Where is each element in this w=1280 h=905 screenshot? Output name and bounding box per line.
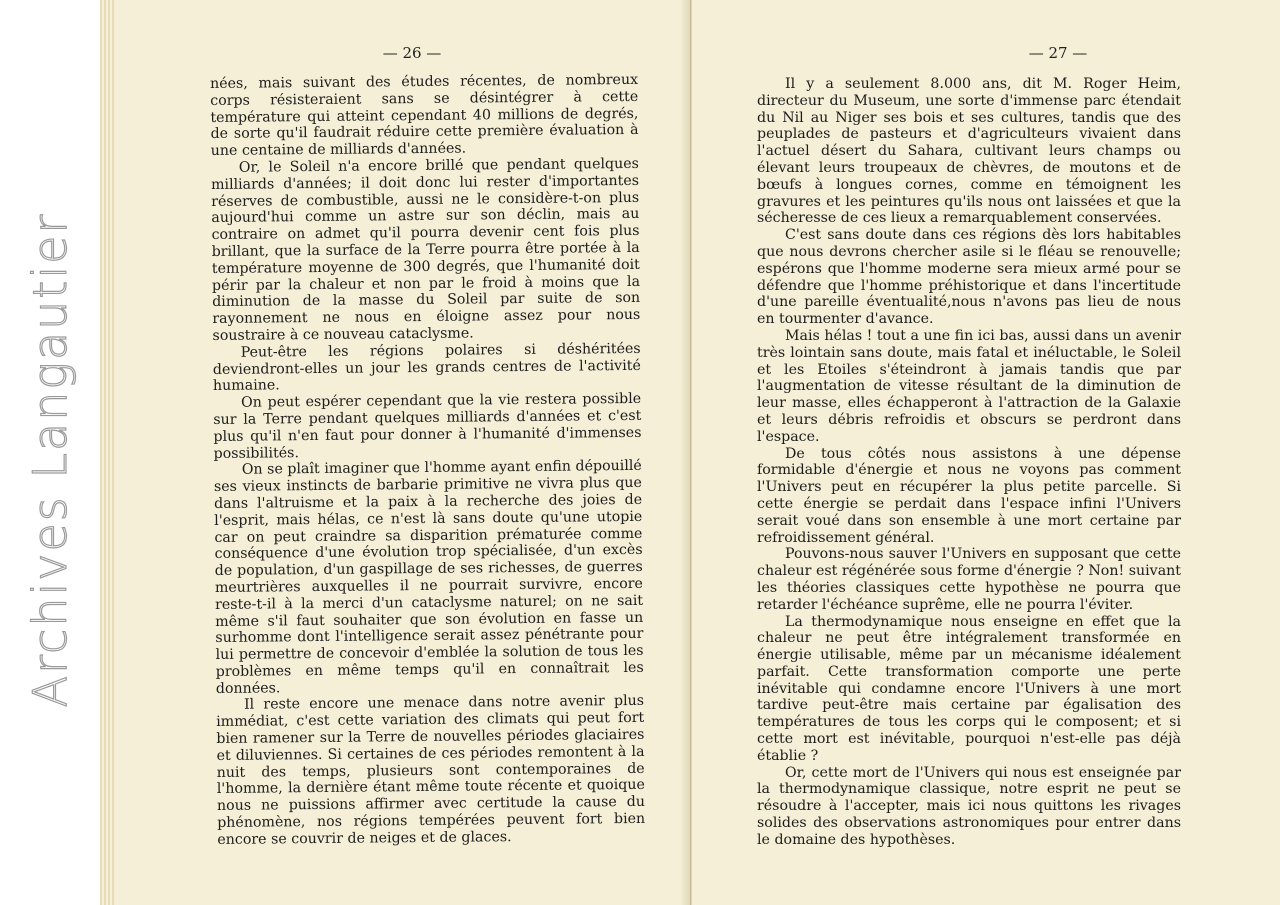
left-page-text: [210, 72, 645, 849]
paragraph: Il reste encore une menace dans notre avenir plus immédiat, c'est cette variation des climats qui peut fort bien ramener sur la Terre de nouvelles périodes glaciaires et diluviennes. Si certaines de ces périodes remontent à la nuit des temps, plusieurs sont contemporaines de l'homme, la dernière étant même toute récente et quoique nous ne puissions affirmer avec certitude la cause du phénomène, nos régions tempérées peuvent fort bien encore se couvrir de neiges et de glaces.: [216, 693, 646, 848]
right-page: [692, 0, 1280, 905]
paragraph: Mais hélas ! tout a une fin ici bas, aussi dans un avenir très lointain sans doute, mais fatal et inéluctable, le Soleil et les Etoiles s'éteindront à jamais tandis que par l'augmentation de vitesse résultant de la diminution de leur masse, elles échapperont à l'attraction de la Galaxie et leurs débris refroidis et obscurs se perdront dans l'espace.: [757, 327, 1181, 445]
paragraph: La thermodynamique nous enseigne en effet que la chaleur ne peut être intégralement transformée en énergie utilisable, même par un mécanisme idéalement parfait. Cette transformation comporte une perte inévitable qui condamne encore l'Univers à une mort tardive peut-être mais certaine par égalisation des températures de tous les corps qui le composent; et si cette mort est inévitable, pourquoi n'est-elle pas déjà établie ?: [757, 613, 1181, 764]
paragraph: Or, cette mort de l'Univers qui nous est enseignée par la thermodynamique classique, notre esprit ne peut se résoudre à l'accepter, mais ici nous quittons les rivages solides des observations astronomiques pour entrer dans le domaine des hypothèses.: [757, 764, 1181, 848]
book-spread: [100, 0, 1280, 905]
paragraph: Peut-être les régions polaires si déshéritées deviendront-elles un jour les grands centres de l'activité humaine.: [212, 340, 641, 395]
right-page-text: [757, 76, 1181, 849]
left-page-number: — 26 —: [382, 44, 442, 62]
paragraph: Pouvons-nous sauver l'Univers en supposant que cette chaleur est régénérée sous forme d'énergie ? Non! suivant les théories classiques cette hypothèse ne pourra que retarder l'échéance suprême, elle ne pourra l'éviter.: [757, 546, 1181, 613]
paragraph: C'est sans doute dans ces régions dès lors habitables que nous devrons chercher asile si le fléau se renouvelle; espérons que l'homme moderne sera mieux armé pour se défendre que l'homme préhistorique et dans l'incertitude d'une pareille éventualité,nous n'avons pas lieu de nous en tourmenter d'avance.: [757, 227, 1181, 328]
paragraph: nées, mais suivant des études récentes, de nombreux corps résisteraient sans se désintégrer à cette température qui atteint cependant 40 millions de degrés, de sorte qu'il faudrait réduire cette première évaluation à une centaine de milliards d'années.: [210, 71, 639, 160]
paragraph: De tous côtés nous assistons à une dépense formidable d'énergie et nous ne voyons pas comment l'Univers peut en récupérer la plus petite parcelle. Si cette énergie se perdait dans l'espace infini l'Univers serait voué dans son ensemble à une mort certaine par refroidissement général.: [757, 445, 1181, 546]
paragraph: On se plaît imaginer que l'homme ayant enfin dépouillé ses vieux instincts de barbarie primitive ne vivra plus que dans l'altruisme et la paix à la recherche des joies de l'esprit, mais hélas, ce n'est là sans doute qu'une utopie car on peut craindre sa disparition prématurée comme conséquence d'une évolution trop spécialisée, d'un excès de population, d'un gaspillage de ses richesses, de guerres meurtrières auxquelles il ne pourrait survivre, encore reste-t-il à la merci d'un cataclysme naturel; on ne sait même s'il faut souhaiter que son évolution en fasse un surhomme dont l'intelligence serait assez pénétrante pour lui permettre de concevoir d'emblée la solution de tous les problèmes en même temps qu'il en connaîtrait les données.: [213, 458, 644, 697]
right-page-number: — 27 —: [1028, 44, 1088, 62]
left-page: [114, 0, 691, 905]
page-stack-edge: [100, 0, 115, 905]
paragraph: Il y a seulement 8.000 ans, dit M. Roger Heim, directeur du Museum, une sorte d'immense parc étendait du Nil au Niger ses bois et ses cultures, tandis que des peuplades de pasteurs et d'agriculteurs vivaient dans l'actuel désert du Sahara, cultivant leurs champs ou élevant leurs troupeaux de chèvres, de moutons et de bœufs à longues cornes, comme en témoignent les gravures et les peintures qu'ils nous ont laissées et que la sécheresse de ces lieux a remarquablement conservées.: [757, 76, 1181, 227]
paragraph: On peut espérer cependant que la vie restera possible sur la Terre pendant quelques milliards d'années et c'est plus qu'il n'en faut pour donner à l'humanité d'immenses possibilités.: [213, 391, 642, 462]
watermark: [0, 0, 100, 905]
paragraph: Or, le Soleil n'a encore brillé que pendant quelques milliards d'années; il doit donc lui rester d'importantes réserves de combustible, aussi ne le considère-t-on plus aujourd'hui comme un astre sur son déclin, mais au contraire on admet qu'il pourra devenir cent fois plus brillant, que la surface de la Terre pourra être portée à la température moyenne de 300 degrés, que l'humanité doit périr par la chaleur et non par le froid à moins que la diminution de la masse du Soleil par suite de son rayonnement ne nous en éloigne assez pour nous soustraire à ce nouveau cataclysme.: [210, 155, 641, 344]
watermark-text: Archives Langautier: [23, 212, 77, 708]
